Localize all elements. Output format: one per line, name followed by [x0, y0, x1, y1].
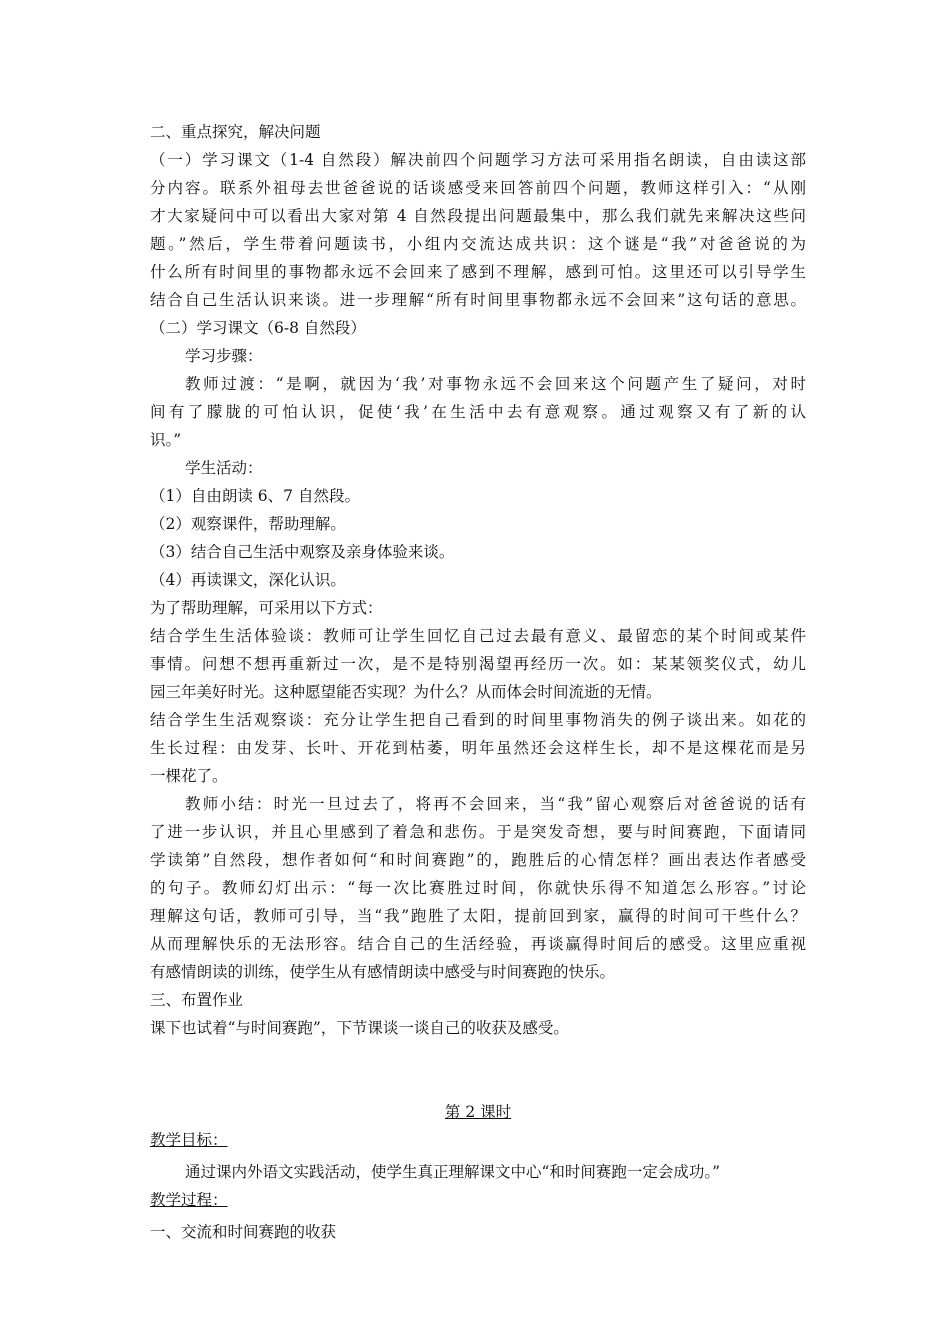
section-heading-3: 三、布置作业	[150, 991, 244, 1009]
activities-label: 学生活动：	[185, 459, 263, 477]
paragraph-line: 什么所有时间里的事物都永远不会回来了感到不理解，感到可怕。这里还可以引导学生	[150, 263, 806, 281]
paragraph-line: 一棵花了。	[150, 767, 228, 785]
paragraph-line: 识。”	[150, 431, 182, 449]
paragraph-line: （一）学习课文（1-4 自然段）解决前四个问题学习方法可采用指名朗读，自由读这部	[150, 151, 806, 169]
paragraph-line: 教师小结：时光一旦过去了，将再不会回来，当“我”留心观察后对爸爸说的话有	[185, 795, 806, 813]
paragraph-line: 间有了朦胧的可怕认识，促使‘我’在生活中去有意观察。通过观察又有了新的认	[150, 403, 806, 421]
paragraph-line: 了进一步认识，并且心里感到了着急和悲伤。于是突发奇想，要与时间赛跑，下面请同	[150, 823, 806, 841]
paragraph-line: 分内容。联系外祖母去世爸爸说的话谈感受来回答前四个问题，教师这样引入：“从刚	[150, 179, 806, 197]
homework-text: 课下也试着“与时间赛跑”，下节课谈一谈自己的收获及感受。	[150, 1019, 569, 1037]
paragraph-line: 理解这句话，教师可引导，当“我”跑胜了太阳，提前回到家，赢得的时间可干些什么？	[150, 907, 806, 925]
paragraph-line: 有感情朗读的训练，使学生从有感情朗读中感受与时间赛跑的快乐。	[150, 963, 616, 981]
paragraph-line: 的句子。教师幻灯出示：“每一次比赛胜过时间，你就快乐得不知道怎么形容。”讨论	[150, 879, 806, 897]
paragraph-line: 学读第”自然段，想作者如何“和时间赛跑”的，跑胜后的心情怎样？画出表达作者感受	[150, 851, 806, 869]
section-heading-2: 二、重点探究，解决问题	[150, 123, 321, 141]
paragraph-line: 题。”然后，学生带着问题读书，小组内交流达成共识：这个谜是“我”对爸爸说的为	[150, 235, 806, 253]
process-step-1: 一、交流和时间赛跑的收获	[150, 1223, 337, 1241]
part2-heading: （二）学习课文（6-8 自然段）	[150, 319, 366, 337]
paragraph-line: 事情。问想不想再重新过一次，是不是特别渴望再经历一次。如：某某领奖仪式，幼儿	[150, 655, 806, 673]
list-item: （3）结合自己生活中观察及亲身体验来谈。	[150, 543, 455, 561]
section-spacer	[150, 1042, 806, 1098]
paragraph-line: 生长过程：由发芽、长叶、开花到枯萎，明年虽然还会这样生长，却不是这棵花而是另	[150, 739, 806, 757]
summary-paragraph	[150, 790, 806, 986]
paragraph-line: 园三年美好时光。这种愿望能否实现？为什么？从而体会时间流逝的无情。	[150, 683, 662, 701]
activities-list	[150, 482, 806, 594]
list-item: （4）再读课文，深化认识。	[150, 571, 346, 589]
process-label: 教学过程：	[150, 1191, 228, 1209]
teacher-transition-paragraph	[150, 370, 806, 454]
observation-paragraph	[150, 706, 806, 790]
paragraph-line: 结合学生生活体验谈：教师可让学生回忆自己过去最有意义、最留恋的某个时间或某件	[150, 627, 806, 645]
help-intro: 为了帮助理解，可采用以下方式：	[150, 599, 383, 617]
steps-label: 学习步骤：	[185, 347, 263, 365]
paragraph-line: 才大家疑问中可以看出大家对第 4 自然段提出问题最集中，那么我们就先来解决这些问	[150, 207, 806, 225]
paragraph-line: 教师过渡：“是啊，就因为‘我’对事物永远不会回来这个问题产生了疑问，对时	[185, 375, 806, 393]
paragraph-line: 结合学生生活观察谈：充分让学生把自己看到的时间里事物消失的例子谈出来。如花的	[150, 711, 806, 729]
lesson-title: 第 2 课时	[444, 1103, 512, 1121]
part1-paragraph	[150, 146, 806, 314]
goal-text: 通过课内外语文实践活动，使学生真正理解课文中心“和时间赛跑一定会成功。”	[185, 1163, 721, 1181]
paragraph-line: 从而理解快乐的无法形容。结合自己的生活经验，再谈赢得时间后的感受。这里应重视	[150, 935, 806, 953]
document-page	[150, 118, 806, 1246]
list-item: （1）自由朗读 6、7 自然段。	[150, 487, 360, 505]
list-item: （2）观察课件，帮助理解。	[150, 515, 346, 533]
goal-label: 教学目标：	[150, 1131, 228, 1149]
paragraph-line: 结合自己生活认识来谈。进一步理解“所有时间里事物都永远不会回来”这句话的意思。	[150, 291, 806, 309]
experience-paragraph	[150, 622, 806, 706]
